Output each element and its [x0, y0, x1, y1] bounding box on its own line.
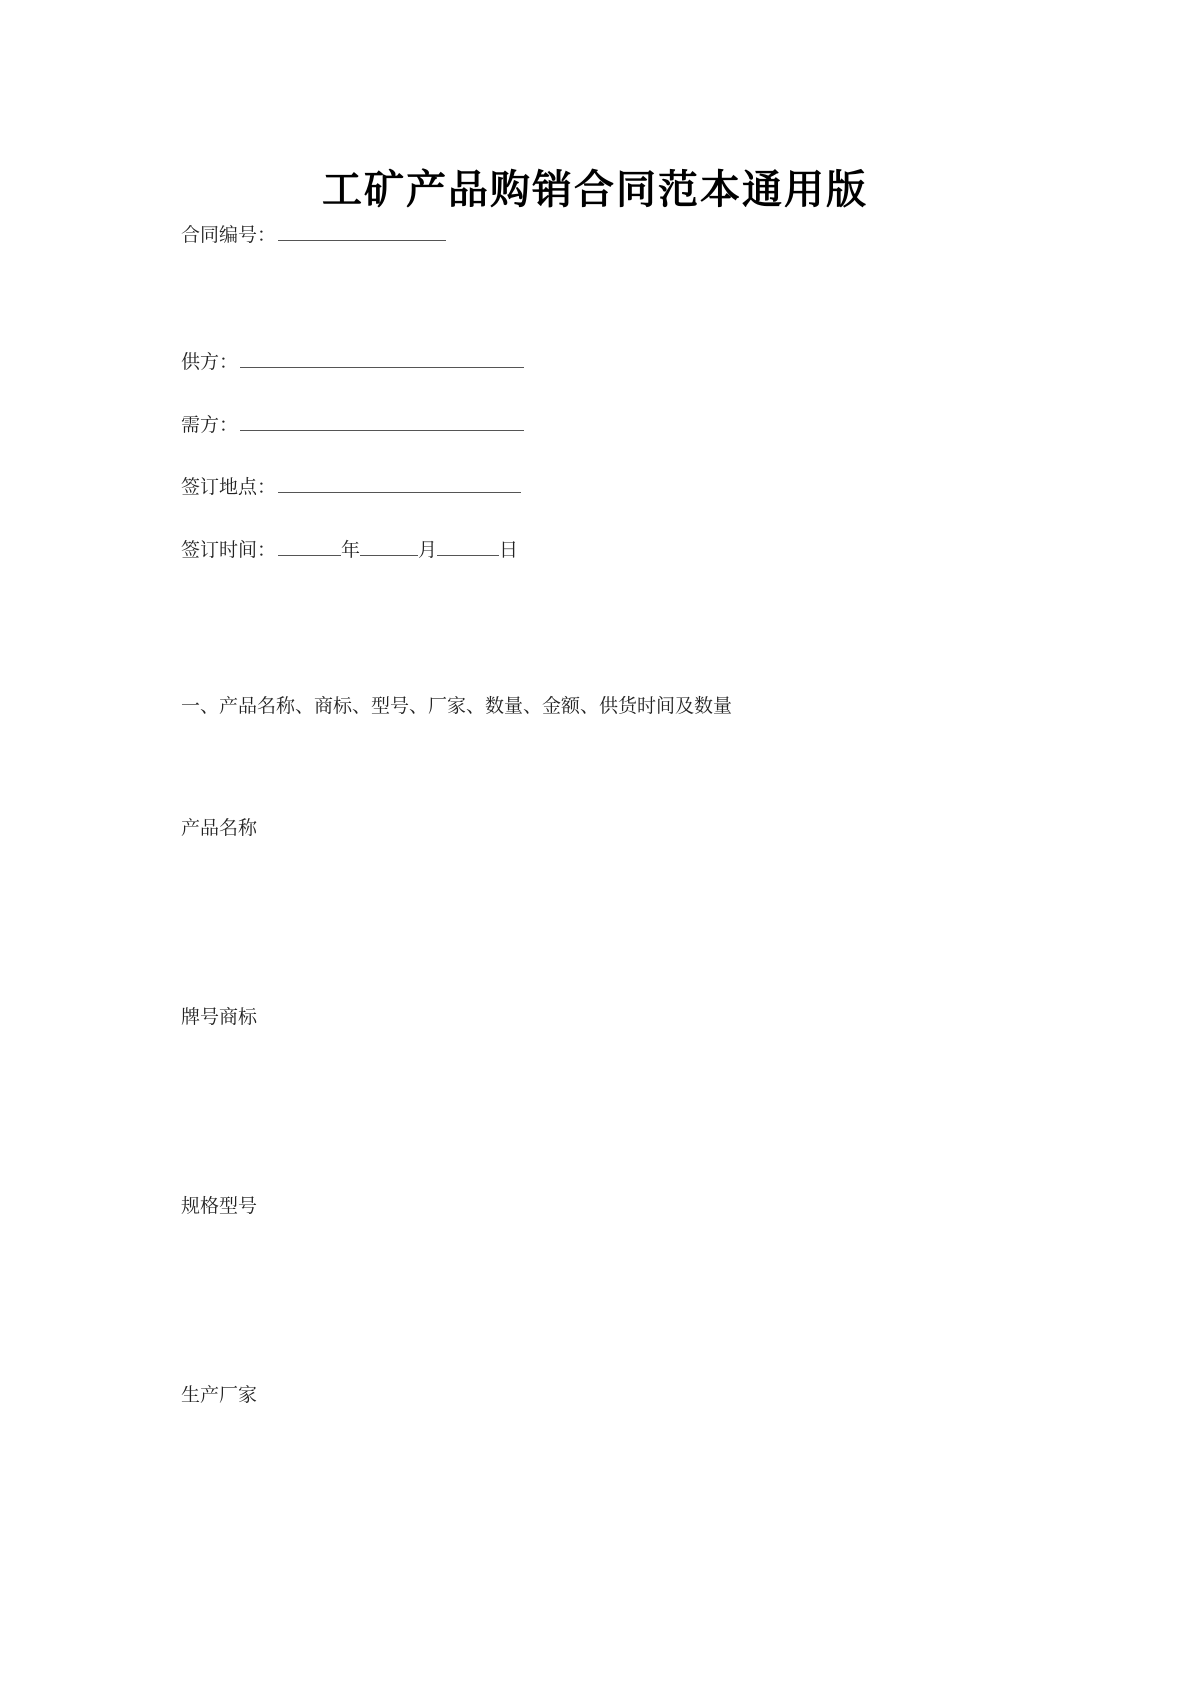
contract-number-blank[interactable]	[278, 220, 446, 241]
document-title: 工矿产品购销合同范本通用版	[322, 167, 868, 213]
field-label-manufacturer: 生产厂家	[181, 1384, 258, 1406]
contract-number-label: 合同编号：	[181, 224, 277, 246]
year-label: 年	[341, 539, 361, 561]
signing-place-blank[interactable]	[278, 472, 521, 493]
field-label-product-name: 产品名称	[181, 817, 258, 839]
signing-time-row	[181, 535, 518, 563]
contract-number-row	[181, 220, 446, 248]
day-label: 日	[499, 539, 519, 561]
field-label-specification-model: 规格型号	[181, 1195, 258, 1217]
month-blank[interactable]	[360, 535, 418, 556]
signing-place-row	[181, 472, 521, 500]
section-1-heading: 一、产品名称、商标、型号、厂家、数量、金额、供货时间及数量	[181, 695, 733, 717]
signing-time-label: 签订时间：	[181, 539, 277, 561]
day-blank[interactable]	[437, 535, 499, 556]
supplier-blank[interactable]	[240, 347, 524, 368]
buyer-row	[181, 410, 524, 438]
supplier-label: 供方：	[181, 351, 239, 373]
year-blank[interactable]	[278, 535, 341, 556]
buyer-label: 需方：	[181, 414, 239, 436]
supplier-row	[181, 347, 524, 375]
buyer-blank[interactable]	[240, 410, 524, 431]
signing-place-label: 签订地点：	[181, 476, 277, 498]
month-label: 月	[418, 539, 438, 561]
field-label-brand-trademark: 牌号商标	[181, 1006, 258, 1028]
